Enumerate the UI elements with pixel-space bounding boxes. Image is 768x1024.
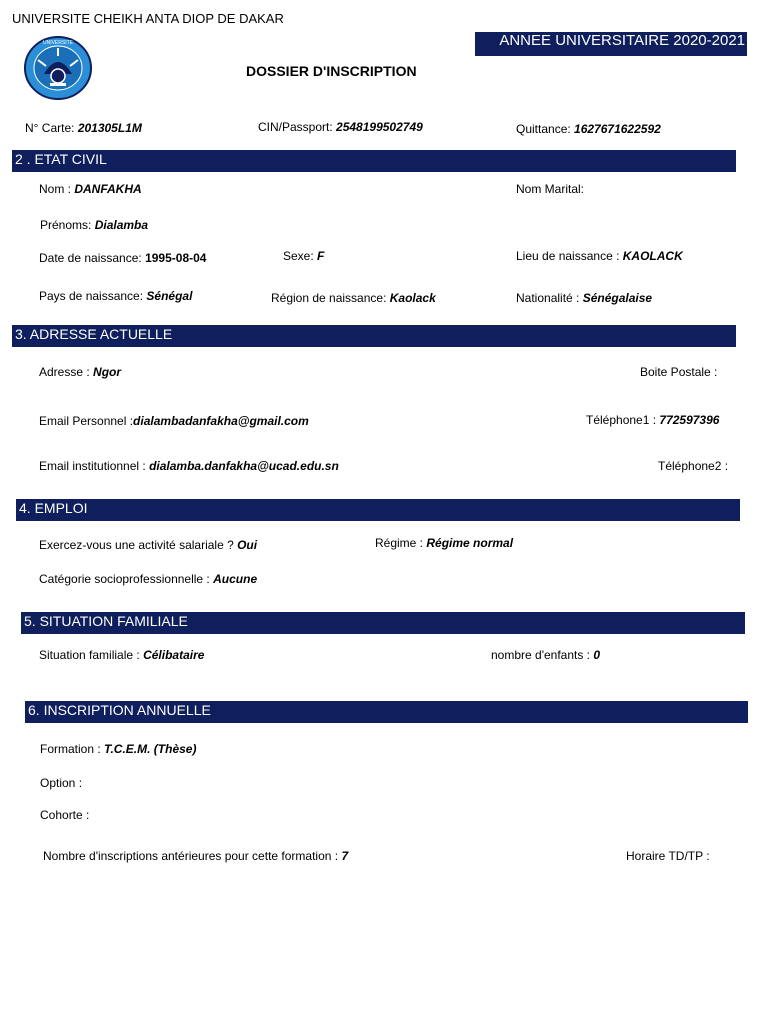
nom-value: DANFAKHA — [74, 182, 142, 196]
section-emploi: 4. EMPLOI — [16, 499, 740, 521]
nombre-enfants-field — [491, 648, 600, 662]
prenoms-value: Dialamba — [94, 218, 149, 232]
sexe-value: F — [317, 249, 325, 263]
quittance-value: 1627671622592 — [574, 122, 661, 136]
nom-label: Nom : — [39, 182, 75, 196]
date-naissance-value: 1995-08-04 — [145, 251, 207, 265]
region-naissance-label: Région de naissance: — [271, 291, 390, 305]
pays-naissance-field — [39, 289, 192, 303]
nom-marital-label: Nom Marital: — [516, 182, 585, 196]
carte-label: N° Carte: — [25, 121, 78, 135]
section-etat-civil: 2 . ETAT CIVIL — [12, 150, 736, 172]
email-personnel-value: dialambadanfakha@gmail.com — [133, 414, 309, 428]
regime-value: Régime normal — [426, 536, 514, 550]
telephone1-field — [586, 413, 719, 427]
situation-familiale-value: Célibataire — [143, 648, 205, 662]
categorie-field — [39, 572, 257, 586]
pays-naissance-value: Sénégal — [146, 289, 193, 303]
nationalite-label: Nationalité : — [516, 291, 583, 305]
regime-field — [375, 536, 513, 550]
email-personnel-label: Email Personnel : — [39, 414, 134, 428]
section-inscription-annuelle: 6. INSCRIPTION ANNUELLE — [25, 701, 748, 723]
section-adresse: 3. ADRESSE ACTUELLE — [12, 325, 736, 347]
date-naissance-label: Date de naissance: — [39, 251, 146, 265]
nom-field — [39, 182, 142, 196]
page-title: DOSSIER D'INSCRIPTION — [246, 63, 417, 79]
quittance-label: Quittance: — [516, 122, 575, 136]
region-naissance-field — [271, 291, 436, 305]
prenoms-field — [40, 218, 148, 232]
lieu-naissance-field — [516, 249, 683, 263]
adresse-value: Ngor — [93, 365, 122, 379]
university-seal-icon — [24, 36, 92, 100]
telephone1-value: 772597396 — [659, 413, 720, 427]
section-situation-familiale: 5. SITUATION FAMILIALE — [21, 612, 745, 634]
pays-naissance-label: Pays de naissance: — [39, 289, 147, 303]
lieu-naissance-value: KAOLACK — [622, 249, 683, 263]
lieu-naissance-label: Lieu de naissance : — [516, 249, 623, 263]
horaire-td-tp-label: Horaire TD/TP : — [626, 849, 710, 863]
date-naissance-field — [39, 251, 206, 265]
university-name: UNIVERSITE CHEIKH ANTA DIOP DE DAKAR — [12, 11, 284, 26]
quittance-field — [516, 122, 661, 136]
inscriptions-anterieures-label: Nombre d'inscriptions antérieures pour cette formation : — [43, 849, 342, 863]
email-institutionnel-value: dialamba.danfakha@ucad.edu.sn — [149, 459, 339, 473]
email-institutionnel-field — [39, 459, 339, 473]
nationalite-field — [516, 291, 652, 305]
sexe-label: Sexe: — [283, 249, 318, 263]
formation-label: Formation : — [40, 742, 105, 756]
nationalite-value: Sénégalaise — [582, 291, 653, 305]
university-logo — [24, 36, 92, 100]
academic-year-banner: ANNEE UNIVERSITAIRE 2020-2021 — [475, 32, 747, 56]
adresse-label: Adresse : — [39, 365, 94, 379]
activite-salariale-field — [39, 538, 257, 552]
option-label: Option : — [40, 776, 83, 790]
adresse-field — [39, 365, 121, 379]
boite-postale-label: Boite Postale : — [640, 365, 718, 379]
telephone1-label: Téléphone1 : — [586, 413, 660, 427]
situation-familiale-label: Situation familiale : — [39, 648, 144, 662]
formation-field — [40, 742, 196, 756]
categorie-value: Aucune — [213, 572, 258, 586]
situation-familiale-field — [39, 648, 204, 662]
sexe-field — [283, 249, 324, 263]
carte-value: 201305L1M — [77, 121, 142, 135]
formation-value: T.C.E.M. (Thèse) — [104, 742, 197, 756]
activite-salariale-label: Exercez-vous une activité salariale ? — [39, 538, 238, 552]
cin-field — [258, 120, 423, 134]
nombre-enfants-label: nombre d'enfants : — [491, 648, 594, 662]
cohorte-label: Cohorte : — [40, 808, 90, 822]
inscriptions-anterieures-value: 7 — [341, 849, 349, 863]
telephone2-label: Téléphone2 : — [658, 459, 729, 473]
activite-salariale-value: Oui — [237, 538, 258, 552]
cin-label: CIN/Passport: — [258, 120, 337, 134]
regime-label: Régime : — [375, 536, 427, 550]
region-naissance-value: Kaolack — [389, 291, 436, 305]
email-personnel-field — [39, 414, 309, 428]
logo-ring-text: UNIVERSITE — [42, 40, 74, 46]
email-institutionnel-label: Email institutionnel : — [39, 459, 150, 473]
categorie-label: Catégorie socioprofessionnelle : — [39, 572, 214, 586]
carte-field — [25, 121, 142, 135]
inscriptions-anterieures-field — [43, 849, 348, 863]
prenoms-label: Prénoms: — [40, 218, 95, 232]
cin-value: 2548199502749 — [336, 120, 423, 134]
nombre-enfants-value: 0 — [593, 648, 601, 662]
